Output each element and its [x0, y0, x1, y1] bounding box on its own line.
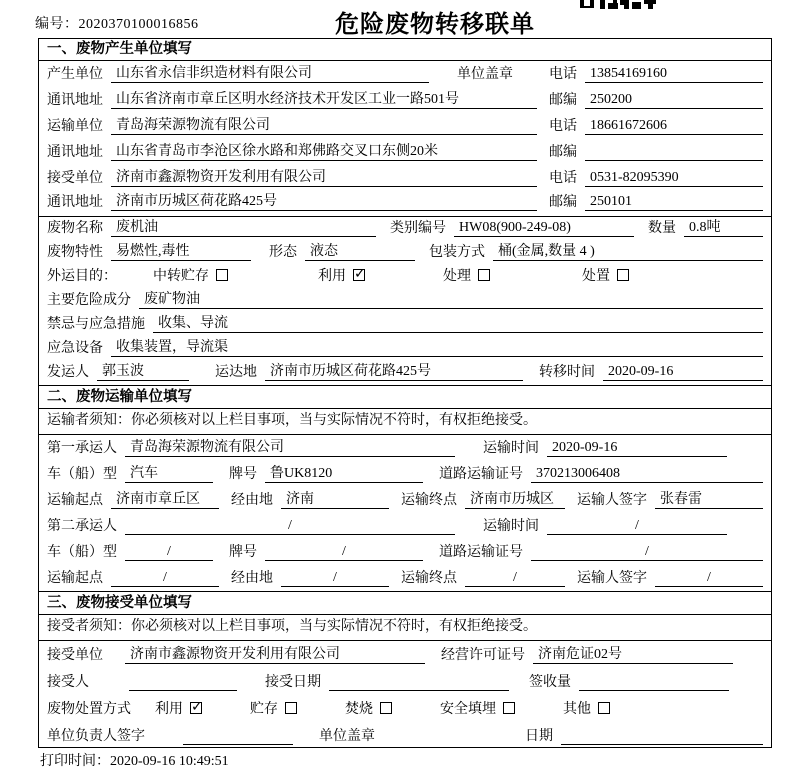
row-route1 — [39, 487, 771, 513]
qr-code-fragment-icon — [580, 0, 656, 10]
address-label: 通讯地址 — [47, 195, 103, 210]
origin1-value: 济南市章丘区 — [111, 488, 219, 509]
producer-phone-value: 13854169160 — [585, 66, 763, 83]
dispose-checkbox — [617, 269, 629, 281]
plate2-value: / — [265, 544, 423, 561]
row-emergency-equipment — [39, 337, 771, 361]
category-label: 类别编号 — [390, 221, 446, 236]
carrier2-label: 第二承运人 — [47, 519, 117, 534]
road-license1-value: 370213006408 — [531, 466, 763, 483]
acceptor-label: 接受人 — [47, 675, 89, 690]
page-title: 危险废物转移联单 — [335, 11, 535, 38]
row-vehicle2 — [39, 539, 771, 565]
character-label: 废物特性 — [47, 245, 103, 260]
other-checkbox — [598, 702, 610, 714]
producer-zip-value: 250200 — [585, 92, 763, 109]
checkbox-label: 贮存 — [250, 702, 278, 717]
row-acceptor — [39, 668, 771, 695]
head-sign-label: 单位负责人签字 — [47, 729, 145, 744]
row-carrier2 — [39, 513, 771, 539]
receiver-zip-value: 250101 — [585, 194, 763, 211]
utilize-checkbox — [190, 702, 202, 714]
producer-label: 产生单位 — [47, 67, 103, 82]
landfill-checkbox — [503, 702, 515, 714]
disposal-option-landfill — [440, 698, 515, 718]
document-header — [0, 0, 796, 38]
equipment-value: 收集装置，导流渠 — [111, 336, 763, 357]
receiver-phone-value: 0531-82095390 — [585, 170, 763, 187]
carrier1-label: 第一承运人 — [47, 441, 117, 456]
checkbox-label: 处理 — [443, 269, 471, 284]
phone-label: 电话 — [549, 171, 577, 186]
row-producer — [39, 61, 771, 87]
row-transporter-address — [39, 139, 771, 165]
destination-value: 济南市历城区荷花路425号 — [265, 360, 523, 381]
row-responsible-sign — [39, 722, 771, 749]
disposal-option-incinerate — [345, 698, 392, 718]
transfer-time-value: 2020-09-16 — [603, 364, 763, 381]
taboo-value: 收集、导流 — [153, 312, 763, 333]
form-value: 液态 — [305, 240, 415, 261]
character-value: 易燃性,毒性 — [111, 240, 251, 261]
origin2-value: / — [111, 570, 219, 587]
accept-unit-value: 济南市鑫源物资开发利用有限公司 — [125, 643, 425, 664]
row-transfer-purpose — [39, 265, 771, 289]
row-vehicle1 — [39, 461, 771, 487]
destination-label: 运达地 — [215, 365, 257, 380]
receiver-value: 济南市鑫源物资开发利用有限公司 — [111, 166, 537, 187]
zip-label: 邮编 — [549, 195, 577, 210]
document-number-label: 编号： — [35, 17, 79, 32]
storage-checkbox — [285, 702, 297, 714]
carrier2-value: / — [125, 518, 455, 535]
checkbox-label: 其他 — [563, 702, 591, 717]
accept-date-label: 接受日期 — [265, 675, 321, 690]
via-label: 经由地 — [231, 571, 273, 586]
signed-qty-label: 签收量 — [529, 675, 571, 690]
head-sign-value — [183, 744, 293, 745]
equipment-label: 应急设备 — [47, 341, 103, 356]
row-waste-name — [39, 217, 771, 241]
checkbox-label: 焚烧 — [345, 702, 373, 717]
receiver-label: 接受单位 — [47, 171, 103, 186]
checkbox-label: 利用 — [318, 269, 346, 284]
transporter-zip-value — [585, 160, 763, 161]
hazard-value: 废矿物油 — [139, 288, 763, 309]
road-license2-value: / — [531, 544, 763, 561]
row-receiver-address — [39, 191, 771, 217]
vehicle-type2-value: / — [125, 544, 213, 561]
checkbox-label: 中转贮存 — [153, 269, 209, 284]
document-number — [35, 13, 199, 33]
waste-name-value: 废机油 — [111, 216, 376, 237]
permit-label: 经营许可证号 — [441, 648, 525, 663]
transporter-sign-label: 运输人签字 — [577, 493, 647, 508]
consignor-value: 郭玉波 — [97, 360, 189, 381]
transporter-sign1-value: 张春雷 — [655, 488, 763, 509]
road-license-label: 道路运输证号 — [439, 545, 523, 560]
checkbox-label: 利用 — [155, 702, 183, 717]
treat-checkbox — [478, 269, 490, 281]
date-label: 日期 — [525, 729, 553, 744]
via1-value: 济南 — [281, 488, 389, 509]
row-hazard-component — [39, 289, 771, 313]
transport-time-label: 运输时间 — [483, 519, 539, 534]
print-time-value: 2020-09-16 10:49:51 — [110, 754, 229, 768]
row-accept-unit — [39, 641, 771, 668]
checkbox-label: 安全填埋 — [440, 702, 496, 717]
transfer-time-label: 转移时间 — [539, 365, 595, 380]
row-transporter — [39, 113, 771, 139]
disposal-option-other — [563, 698, 610, 718]
hazard-label: 主要危险成分 — [47, 293, 131, 308]
consignor-label: 发运人 — [47, 365, 89, 380]
acceptor-value — [129, 690, 237, 691]
storage-checkbox — [216, 269, 228, 281]
row-waste-character — [39, 241, 771, 265]
packing-label: 包装方式 — [429, 245, 485, 260]
print-time — [40, 750, 229, 768]
vehicle-type-label: 车（船）型 — [47, 467, 117, 482]
zip-label: 邮编 — [549, 145, 577, 160]
address-label: 通讯地址 — [47, 93, 103, 108]
date-value — [561, 744, 763, 745]
road-license-label: 道路运输证号 — [439, 467, 523, 482]
unit-seal-label: 单位盖章 — [319, 729, 375, 744]
zip-label: 邮编 — [549, 93, 577, 108]
transporter-sign2-value: / — [655, 570, 763, 587]
transport-time1-value: 2020-09-16 — [547, 440, 727, 457]
quantity-label: 数量 — [648, 221, 676, 236]
end2-value: / — [465, 570, 565, 587]
transporter-sign-label: 运输人签字 — [577, 571, 647, 586]
origin-label: 运输起点 — [47, 571, 103, 586]
checkbox-label: 处置 — [582, 269, 610, 284]
purpose-option-dispose — [582, 265, 629, 285]
carrier1-value: 青岛海荣源物流有限公司 — [125, 436, 455, 457]
signed-qty-value — [579, 690, 729, 691]
row-consignor — [39, 361, 771, 385]
form-label: 形态 — [269, 245, 297, 260]
disposal-label: 废物处置方式 — [47, 702, 131, 717]
row-route2 — [39, 565, 771, 591]
document-number-value: 2020370100016856 — [78, 17, 199, 32]
unit-seal-label: 单位盖章 — [457, 67, 513, 82]
purpose-label: 外运目的： — [47, 269, 117, 284]
transport-time2-value: / — [547, 518, 727, 535]
disposal-option-utilize — [155, 698, 202, 718]
end1-value: 济南市历城区 — [465, 488, 565, 509]
utilize-checkbox — [353, 269, 365, 281]
transporter-value: 青岛海荣源物流有限公司 — [111, 114, 537, 135]
transporter-phone-value: 18661672606 — [585, 118, 763, 135]
packing-value: 桶(金属,数量 4 ) — [493, 240, 763, 261]
row-taboo-measures — [39, 313, 771, 337]
row-disposal-method — [39, 695, 771, 722]
row-carrier1 — [39, 435, 771, 461]
vehicle-type-label: 车（船）型 — [47, 545, 117, 560]
purpose-option-treat — [443, 265, 490, 285]
purpose-option-storage — [153, 265, 228, 285]
transporter-address-value: 山东省青岛市李沧区徐水路和郑佛路交叉口东侧20米 — [111, 140, 537, 161]
print-time-label: 打印时间： — [40, 754, 110, 768]
end-label: 运输终点 — [401, 571, 457, 586]
section1-title: 一、废物产生单位填写 — [39, 39, 771, 61]
phone-label: 电话 — [549, 119, 577, 134]
transporter-notice: 运输者须知：你必须核对以上栏目事项，当与实际情况不符时，有权拒绝接受。 — [39, 409, 771, 435]
receiver-notice: 接受者须知：你必须核对以上栏目事项，当与实际情况不符时，有权拒绝接受。 — [39, 615, 771, 641]
address-label: 通讯地址 — [47, 145, 103, 160]
accept-date-value — [329, 690, 509, 691]
purpose-option-utilize — [318, 265, 365, 285]
receiver-address-value: 济南市历城区荷花路425号 — [111, 190, 537, 211]
transport-time-label: 运输时间 — [483, 441, 539, 456]
incinerate-checkbox — [380, 702, 392, 714]
accept-unit-label: 接受单位 — [47, 648, 103, 663]
end-label: 运输终点 — [401, 493, 457, 508]
waste-name-label: 废物名称 — [47, 221, 103, 236]
form-box — [38, 38, 772, 748]
plate-label: 牌号 — [229, 467, 257, 482]
taboo-label: 禁忌与应急措施 — [47, 317, 145, 332]
row-receiver — [39, 165, 771, 191]
transporter-label: 运输单位 — [47, 119, 103, 134]
plate-label: 牌号 — [229, 545, 257, 560]
via-label: 经由地 — [231, 493, 273, 508]
producer-value: 山东省永信非织造材料有限公司 — [111, 62, 429, 83]
origin-label: 运输起点 — [47, 493, 103, 508]
phone-label: 电话 — [549, 67, 577, 82]
category-value: HW08(900-249-08) — [454, 220, 634, 237]
plate1-value: 鲁UK8120 — [265, 462, 423, 483]
producer-address-value: 山东省济南市章丘区明水经济技术开发区工业一路501号 — [111, 88, 537, 109]
row-producer-address — [39, 87, 771, 113]
quantity-value: 0.8吨 — [684, 216, 763, 237]
disposal-option-storage — [250, 698, 297, 718]
vehicle-type1-value: 汽车 — [125, 462, 213, 483]
section2-title: 二、废物运输单位填写 — [39, 385, 771, 409]
section3-title: 三、废物接受单位填写 — [39, 591, 771, 615]
permit-value: 济南危证02号 — [533, 643, 733, 664]
via2-value: / — [281, 570, 389, 587]
